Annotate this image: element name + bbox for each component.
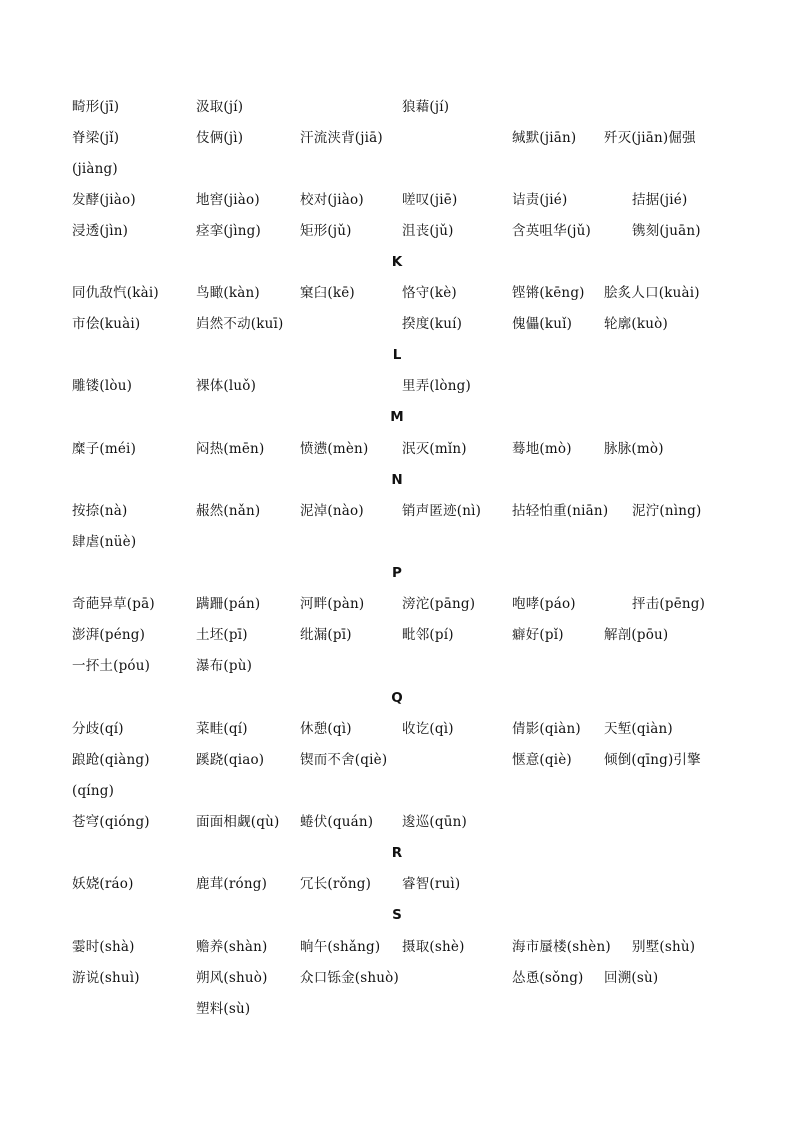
word-entry: 一抔土(póu) bbox=[72, 658, 151, 674]
word-row bbox=[0, 592, 794, 616]
word-entry: 妖娆(ráo) bbox=[72, 876, 134, 892]
section-letter-heading: M bbox=[390, 409, 404, 425]
word-entry: 奇葩异草(pā) bbox=[72, 596, 155, 612]
word-entry: 别墅(shù) bbox=[632, 939, 696, 955]
word-entry: 含英咀华(jǔ) bbox=[512, 223, 592, 239]
section-heading-row bbox=[0, 841, 794, 865]
word-entry: 众口铄金(shuò) bbox=[300, 970, 399, 986]
word-row bbox=[0, 374, 794, 398]
word-row bbox=[0, 966, 794, 990]
word-entry: 咆哮(páo) bbox=[512, 596, 576, 612]
word-entry: 怂恿(sǒng) bbox=[512, 970, 584, 986]
word-row bbox=[0, 219, 794, 243]
word-entry: 锲而不舍(qiè) bbox=[300, 752, 388, 768]
section-heading-row bbox=[0, 250, 794, 274]
word-entry: 铿锵(kēng) bbox=[512, 285, 585, 301]
word-entry: 汗流浃背(jiā) bbox=[300, 130, 383, 146]
word-entry: 伎俩(jì) bbox=[196, 130, 244, 146]
word-row bbox=[0, 188, 794, 212]
word-entry: 轮廓(kuò) bbox=[604, 316, 668, 332]
word-entry: 浸透(jìn) bbox=[72, 223, 129, 239]
word-entry: 揆度(kuí) bbox=[402, 316, 463, 332]
word-entry: 朔风(shuò) bbox=[196, 970, 268, 986]
word-entry: 脉脉(mò) bbox=[604, 441, 664, 457]
word-entry: 河畔(pàn) bbox=[300, 596, 365, 612]
word-entry: 毗邻(pí) bbox=[402, 627, 454, 643]
word-entry: 拮据(jié) bbox=[632, 192, 688, 208]
word-row bbox=[0, 95, 794, 119]
word-entry: 赧然(nǎn) bbox=[196, 503, 261, 519]
word-entry: 歼灭(jiān)倔强 bbox=[604, 130, 696, 146]
word-row bbox=[0, 872, 794, 896]
word-entry: 地窖(jiào) bbox=[196, 192, 260, 208]
word-entry: 分歧(qí) bbox=[72, 721, 124, 737]
section-heading-row bbox=[0, 343, 794, 367]
word-entry: 岿然不动(kuī) bbox=[196, 316, 284, 332]
word-row bbox=[0, 717, 794, 741]
word-entry: 发酵(jiào) bbox=[72, 192, 136, 208]
section-letter-heading: S bbox=[392, 907, 402, 923]
word-row bbox=[0, 157, 794, 181]
word-row bbox=[0, 312, 794, 336]
word-row bbox=[0, 530, 794, 554]
section-letter-heading: R bbox=[391, 845, 403, 861]
word-row bbox=[0, 810, 794, 834]
word-entry: 睿智(ruì) bbox=[402, 876, 461, 892]
word-entry: 肆虐(nüè) bbox=[72, 534, 137, 550]
word-entry: 蜷伏(quán) bbox=[300, 814, 374, 830]
word-entry: 泯灭(mǐn) bbox=[402, 441, 467, 457]
word-entry: 窠臼(kē) bbox=[300, 285, 355, 301]
word-entry: 塑料(sù) bbox=[196, 1001, 251, 1017]
word-entry: 海市蜃楼(shèn) bbox=[512, 939, 611, 955]
word-entry: 市侩(kuài) bbox=[72, 316, 141, 332]
word-entry: 倾倒(qīng)引擎 bbox=[604, 752, 701, 768]
word-entry: 汲取(jí) bbox=[196, 99, 244, 115]
section-letter-heading: N bbox=[391, 472, 403, 488]
word-entry: 鹿茸(róng) bbox=[196, 876, 268, 892]
word-entry: 销声匿迹(nì) bbox=[402, 503, 482, 519]
word-entry: 糜子(méi) bbox=[72, 441, 137, 457]
word-entry: 滂沱(pāng) bbox=[402, 596, 476, 612]
word-entry: 惬意(qiè) bbox=[512, 752, 572, 768]
word-entry: 倩影(qiàn) bbox=[512, 721, 581, 737]
word-entry: 缄默(jiān) bbox=[512, 130, 577, 146]
word-entry: 恪守(kè) bbox=[402, 285, 457, 301]
section-heading-row bbox=[0, 686, 794, 710]
word-entry: 踉跄(qiàng) bbox=[72, 752, 150, 768]
word-entry: 拈轻怕重(niān) bbox=[512, 503, 609, 519]
word-entry: 泥淖(nào) bbox=[300, 503, 364, 519]
word-entry: 蓦地(mò) bbox=[512, 441, 572, 457]
word-entry: 脊梁(jǐ) bbox=[72, 130, 120, 146]
word-entry: 里弄(lòng) bbox=[402, 378, 471, 394]
section-letter-heading: P bbox=[392, 565, 402, 581]
word-row bbox=[0, 654, 794, 678]
word-entry: 镌刻(juān) bbox=[632, 223, 701, 239]
word-row bbox=[0, 748, 794, 772]
word-entry: 矩形(jǔ) bbox=[300, 223, 352, 239]
word-entry: 摄取(shè) bbox=[402, 939, 465, 955]
word-entry: 傀儡(kuǐ) bbox=[512, 316, 573, 332]
word-entry: 面面相觑(qù) bbox=[196, 814, 280, 830]
word-entry: 回溯(sù) bbox=[604, 970, 659, 986]
word-entry: 校对(jiào) bbox=[300, 192, 364, 208]
section-heading-row bbox=[0, 405, 794, 429]
word-entry: 狼藉(jí) bbox=[402, 99, 450, 115]
word-entry: 苍穹(qióng) bbox=[72, 814, 150, 830]
word-entry: 泥泞(nìng) bbox=[632, 503, 702, 519]
word-entry: 蹊跷(qiao) bbox=[196, 752, 265, 768]
word-entry: 脍炙人口(kuài) bbox=[604, 285, 700, 301]
word-entry: 痉挛(jìng) bbox=[196, 223, 261, 239]
word-row bbox=[0, 623, 794, 647]
section-letter-heading: L bbox=[392, 347, 402, 363]
word-entry: 闷热(mēn) bbox=[196, 441, 265, 457]
word-entry: 诘责(jié) bbox=[512, 192, 568, 208]
word-entry: (jiàng) bbox=[72, 161, 118, 177]
word-entry: 愤懑(mèn) bbox=[300, 441, 369, 457]
word-entry: 同仇敌忾(kài) bbox=[72, 285, 159, 301]
word-entry: 冗长(rǒng) bbox=[300, 876, 372, 892]
word-entry: 瀑布(pù) bbox=[196, 658, 253, 674]
word-entry: 畸形(jī) bbox=[72, 99, 120, 115]
word-entry: 晌午(shǎng) bbox=[300, 939, 381, 955]
word-row bbox=[0, 281, 794, 305]
word-entry: 澎湃(péng) bbox=[72, 627, 146, 643]
section-heading-row bbox=[0, 561, 794, 585]
word-entry: 赡养(shàn) bbox=[196, 939, 268, 955]
section-letter-heading: Q bbox=[391, 690, 403, 706]
word-entry: 休憩(qì) bbox=[300, 721, 352, 737]
word-entry: 抨击(pēng) bbox=[632, 596, 706, 612]
word-entry: 天堑(qiàn) bbox=[604, 721, 673, 737]
word-entry: 癖好(pǐ) bbox=[512, 627, 564, 643]
section-letter-heading: K bbox=[391, 254, 403, 270]
word-row bbox=[0, 997, 794, 1021]
section-heading-row bbox=[0, 468, 794, 492]
word-row bbox=[0, 779, 794, 803]
word-entry: 逡巡(qūn) bbox=[402, 814, 467, 830]
word-entry: 雕镂(lòu) bbox=[72, 378, 133, 394]
word-entry: 蹒跚(pán) bbox=[196, 596, 261, 612]
word-entry: 按捺(nà) bbox=[72, 503, 128, 519]
word-entry: 嗟叹(jiē) bbox=[402, 192, 458, 208]
word-row bbox=[0, 935, 794, 959]
word-entry: 解剖(pōu) bbox=[604, 627, 669, 643]
word-entry: 土坯(pī) bbox=[196, 627, 248, 643]
word-entry: 鸟瞰(kàn) bbox=[196, 285, 260, 301]
word-entry: (qíng) bbox=[72, 783, 115, 799]
word-entry: 游说(shuì) bbox=[72, 970, 140, 986]
word-entry: 霎时(shà) bbox=[72, 939, 135, 955]
word-row bbox=[0, 499, 794, 523]
word-row bbox=[0, 126, 794, 150]
word-entry: 菜畦(qí) bbox=[196, 721, 248, 737]
word-entry: 裸体(luǒ) bbox=[196, 378, 257, 394]
word-entry: 收讫(qì) bbox=[402, 721, 454, 737]
word-row bbox=[0, 437, 794, 461]
word-entry: 纰漏(pī) bbox=[300, 627, 352, 643]
section-heading-row bbox=[0, 903, 794, 927]
word-entry: 沮丧(jǔ) bbox=[402, 223, 454, 239]
